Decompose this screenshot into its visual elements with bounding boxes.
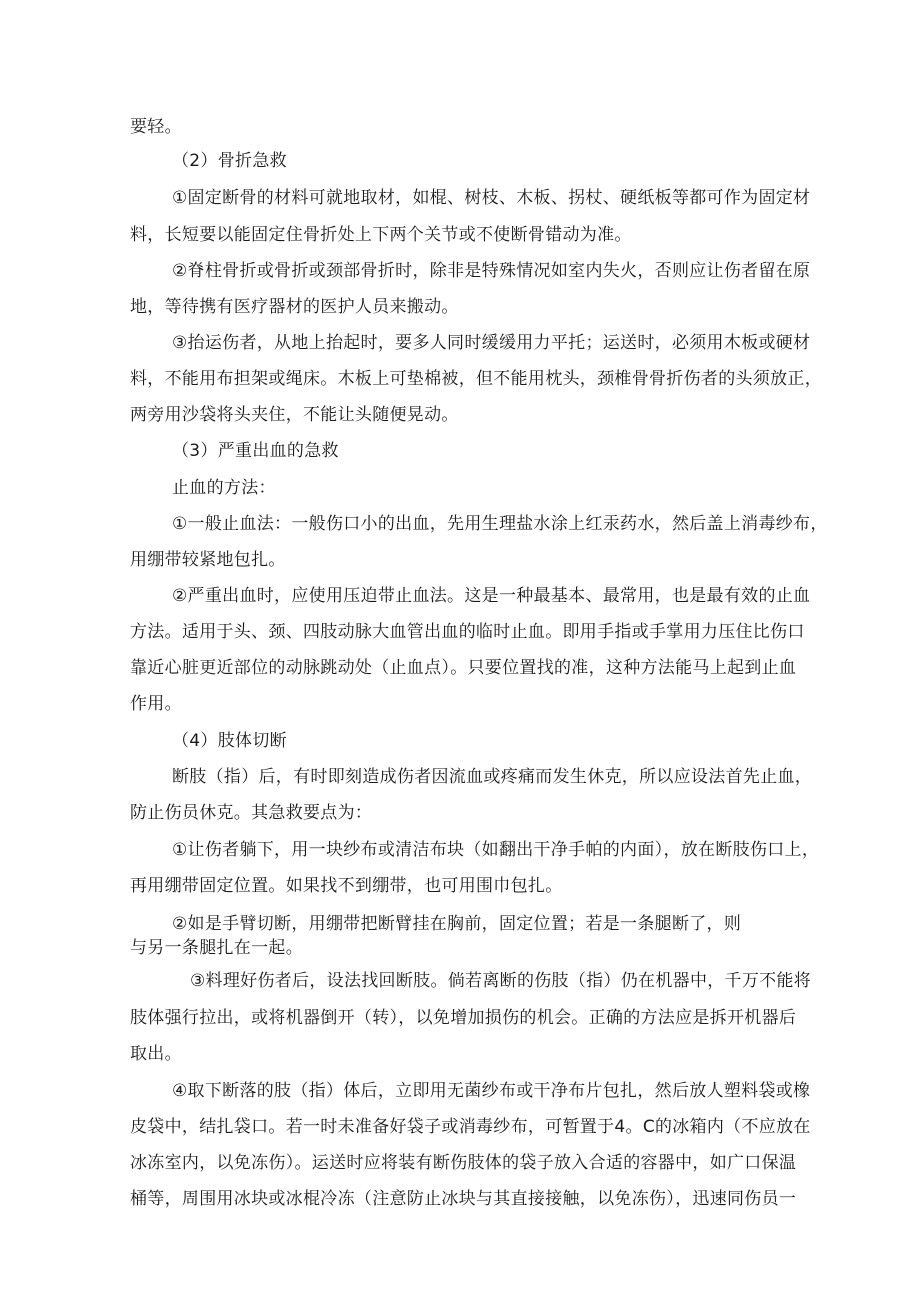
text-line: 止血的方法： (172, 478, 276, 498)
text-line: 方法。适用于头、颈、四肢动脉大血管出血的临时止血。即用手指或手掌用力压住比伤口 (130, 622, 805, 642)
text-line: 皮袋中，结扎袋口。若一时未准备好袋子或消毒纱布，可暂置于4。C的冰箱内（不应放在 (130, 1117, 811, 1137)
text-line: 取出。 (130, 1044, 182, 1064)
section-heading: （4）肢体切断 (172, 731, 287, 751)
text-line: ①固定断骨的材料可就地取材，如棍、树枝、木板、拐杖、硬纸板等都可作为固定材 (172, 188, 811, 208)
text-line: 用绷带较紧地包扎。 (130, 550, 286, 570)
text-line: ③抬运伤者，从地上抬起时，要多人同时缓缓用力平托；运送时，必须用木板或硬材 (172, 333, 811, 353)
text-line: 靠近心脏更近部位的动脉跳动处（止血点）。只要位置找的准，这种方法能马上起到止血 (130, 658, 797, 678)
text-line: 冰冻室内，以免冻伤）。运送时应将装有断伤肢体的袋子放入合适的容器中，如广口保温 (130, 1153, 797, 1173)
text-line: 断肢（指）后，有时即刻造成伤者因流血或疼痛而发生休克，所以应设法首先止血， (172, 767, 813, 787)
text-line: 料，不能用布担架或绳床。木板上可垫棉被，但不能用枕头，颈椎骨骨折伤者的头须放正， (130, 369, 822, 389)
text-line: ②严重出血时，应使用压迫带止血法。这是一种最基本、最常用，也是最有效的止血 (172, 586, 811, 606)
text-line: ①让伤者躺下，用一块纱布或清洁布块（如翻出干净手帕的内面），放在断肢伤口上， (172, 840, 820, 860)
text-line: 作用。 (130, 694, 182, 714)
text-line: ④取下断落的肢（指）体后，立即用无菌纱布或干净布片包扎，然后放人塑料袋或橡 (172, 1081, 811, 1101)
text-line: ②脊柱骨折或骨折或颈部骨折时，除非是特殊情况如室内失火，否则应让伤者留在原 (172, 261, 811, 281)
text-line: 防止伤员休克。其急救要点为： (130, 803, 373, 823)
text-line: ③料理好伤者后，设法找回断肢。倘若离断的伤肢（指）仍在机器中，千万不能将 (190, 971, 812, 991)
text-line: 肢体强行拉出，或将机器倒开（转），以免增加损伤的机会。正确的方法应是拆开机器后 (130, 1008, 797, 1028)
section-heading: （2）骨折急救 (172, 151, 287, 171)
text-line: 与另一条腿扎在一起。 (130, 938, 303, 958)
text-line: 要轻。 (130, 117, 182, 137)
text-line: 料，长短要以能固定住骨折处上下两个关节或不使断骨错动为准。 (130, 225, 632, 245)
text-line: 两旁用沙袋将头夹住，不能让头随便晃动。 (130, 405, 459, 425)
text-line: ①一般止血法：一般伤口小的出血，先用生理盐水涂上红汞药水，然后盖上消毒纱布， (172, 514, 828, 534)
text-line: 桶等，周围用冰块或冰棍冷冻（注意防止冰块与其直接接触，以免冻伤），迅速同伤员一 (130, 1189, 797, 1209)
text-line: 再用绷带固定位置。如果找不到绷带，也可用围巾包扎。 (130, 876, 563, 896)
text-line: 地，等待携有医疗器材的医护人员来搬动。 (130, 297, 459, 317)
text-line: ②如是手臂切断，用绷带把断臂挂在胸前，固定位置；若是一条腿断了，则 (172, 914, 742, 934)
section-heading: （3）严重出血的急救 (172, 441, 339, 461)
